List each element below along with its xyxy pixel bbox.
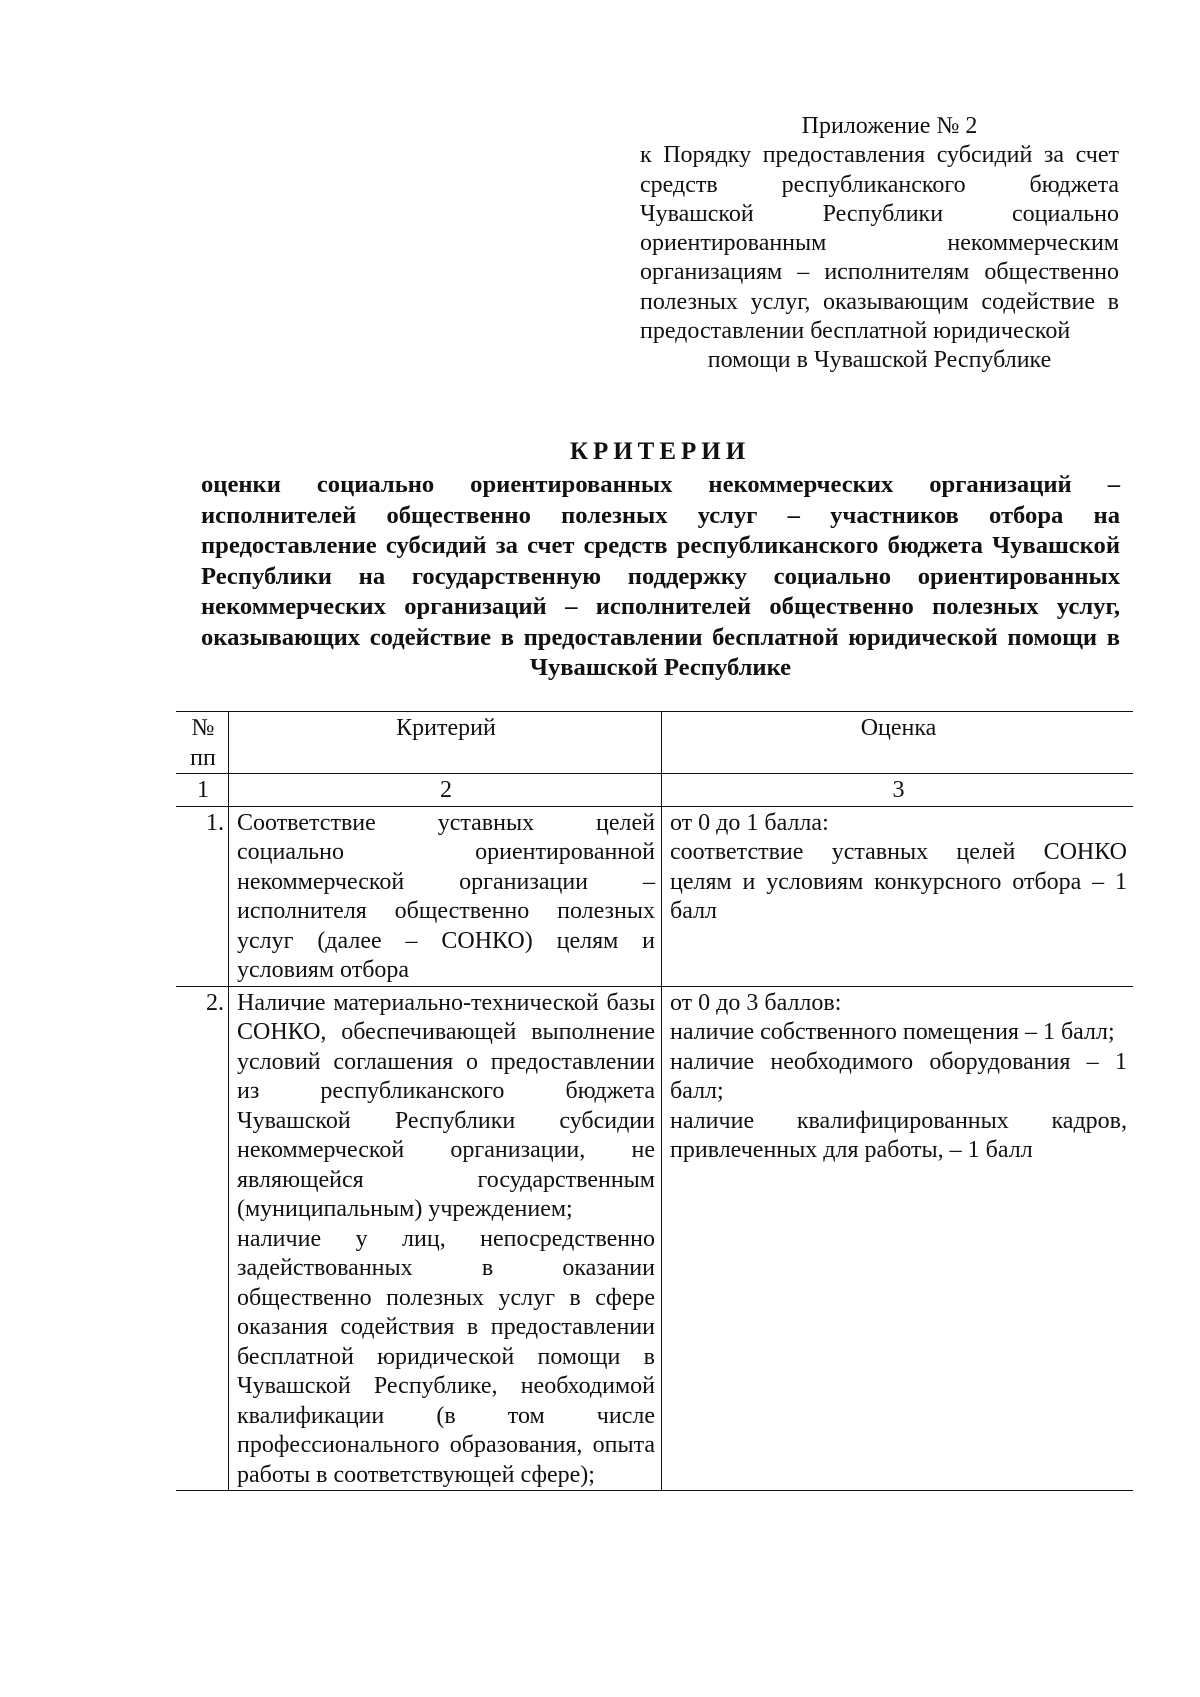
score-paragraph: от 0 до 1 балла:	[670, 809, 829, 836]
header-criterion: Критерий	[229, 712, 662, 774]
appendix-block	[640, 112, 1119, 376]
appendix-title: Приложение № 2	[801, 113, 978, 139]
appendix-text: к Порядку предоставления субсидий за счет средств республиканского бюджета Чувашской Республики социально ориентированным некоммерческим организациям – исполнителям общественно полезных услуг, оказывающим содействие в предоставлении бесплатной юридической	[640, 142, 1119, 345]
index-criterion: 2	[229, 774, 662, 807]
row-criterion	[229, 806, 662, 986]
row-score	[662, 986, 1134, 1491]
index-num: 1	[176, 774, 229, 807]
header-num: № пп	[176, 712, 229, 774]
header-score: Оценка	[662, 712, 1134, 774]
table-row	[176, 806, 1133, 986]
table-index-row	[176, 774, 1133, 807]
score-paragraph: наличие необходимого оборудования – 1 балл;	[670, 1048, 1127, 1104]
score-paragraph: соответствие уставных целей СОНКО целям и условиям конкурсного отбора – 1 балл	[670, 839, 1127, 924]
document-title: КРИТЕРИИ	[569, 438, 751, 465]
score-paragraph: наличие собственного помещения – 1 балл;	[670, 1019, 1115, 1045]
document-subtitle: оценки социально ориентированных некоммерческих организаций – исполнителей общественно полезных услуг – участников отбора на предоставление субсидий за счет средств республиканского бюджета Чувашской Республики на государственную поддержку социально ориентированных некоммерческих организаций – исполнителей общественно полезных услуг, оказывающих содействие в предоставлении бесплатной юридической помощи в Чувашской Республике	[201, 471, 1120, 681]
row-num: 2.	[176, 986, 229, 1491]
table-row	[176, 986, 1133, 1491]
row-num: 1.	[176, 806, 229, 986]
score-paragraph: от 0 до 3 баллов:	[670, 989, 842, 1016]
score-paragraph: наличие квалифицированных кадров, привлеченных для работы, – 1 балл	[670, 1107, 1127, 1163]
criterion-paragraph: Соответствие уставных целей социально ориентированной некоммерческой организации – исполнителя общественно полезных услуг (далее – СОНКО) целям и условиям отбора	[237, 809, 655, 983]
criterion-paragraph: Наличие материально-технической базы СОНКО, обеспечивающей выполнение условий соглашения о предоставлении из республиканского бюджета Чувашской Республики субсидии некоммерческой организации, не являющейся государственным (муниципальным) учреждением;	[237, 989, 655, 1222]
appendix-last-line: помощи в Чувашской Республике	[707, 347, 1052, 374]
row-criterion	[229, 986, 662, 1491]
row-score	[662, 806, 1134, 986]
criteria-table	[176, 711, 1133, 1491]
index-score: 3	[662, 774, 1134, 807]
table-header-row	[176, 712, 1133, 774]
criterion-paragraph: наличие у лиц, непосредственно задействованных в оказании общественно полезных услуг в сфере оказания содействия в предоставлении бесплатной юридической помощи в Чувашской Республике, необходимой квалификации (в том числе профессионального образования, опыта работы в соответствующей сфере);	[237, 1225, 655, 1488]
